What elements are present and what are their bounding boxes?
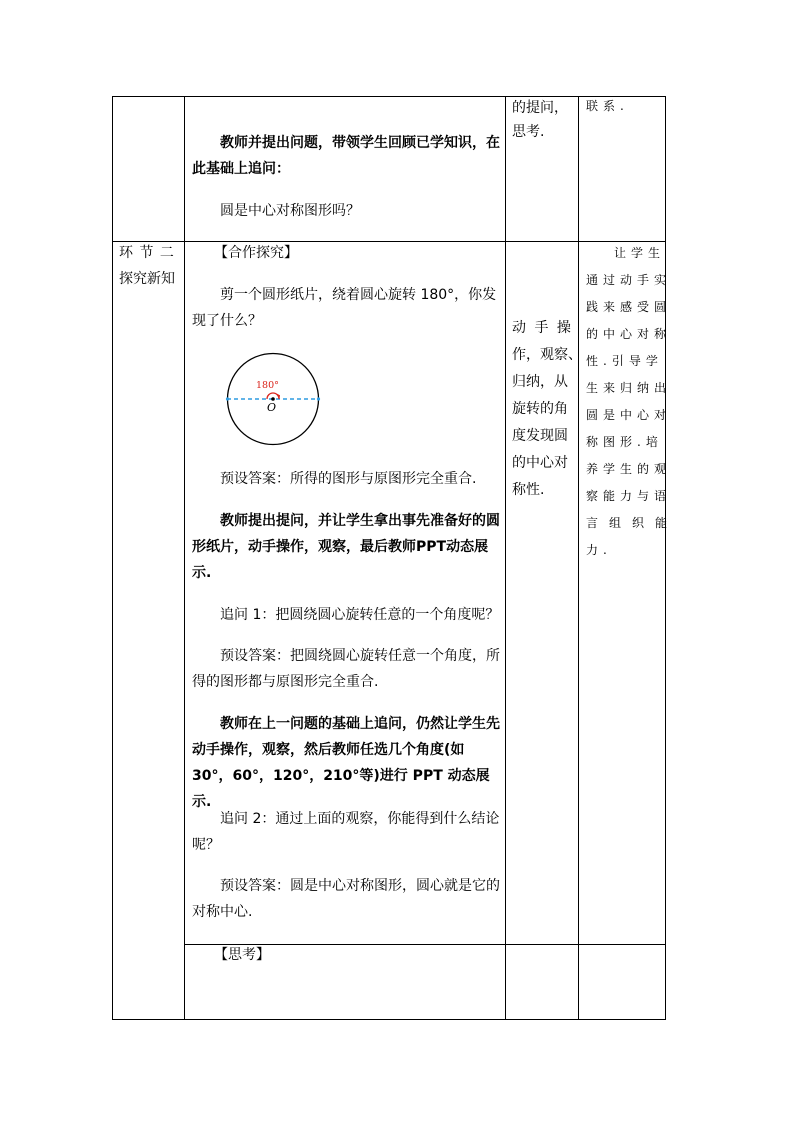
design-intent-line12: 力. <box>586 543 612 557</box>
table-border-left <box>112 96 113 1020</box>
section-label-line2: 探究新知 <box>119 271 175 287</box>
row-divider-1 <box>112 241 666 242</box>
left-endpoint <box>226 397 229 400</box>
student-activity-line1: 动 手 操 <box>512 320 573 336</box>
cooperative-inquiry-heading: 【合作探究】 <box>214 245 298 261</box>
follow-up-question-1: 追问 1：把圆绕圆心旋转任意的一个角度呢？ <box>220 607 500 623</box>
design-intent-line8: 称图形.培 <box>586 435 663 449</box>
reflection-heading: 【思考】 <box>214 947 270 963</box>
table-border-right <box>665 96 666 1020</box>
design-intent-line10: 察能力与语 <box>586 489 672 503</box>
row1-question: 圆是中心对称图形吗？ <box>220 203 360 219</box>
section-label-line1: 环 节 二 <box>119 245 175 261</box>
design-intent-line2: 通过动手实 <box>586 273 672 287</box>
design-intent-line3: 践来感受圆 <box>586 300 672 314</box>
circle-rotation-figure <box>220 348 330 452</box>
center-label: O <box>267 401 277 414</box>
student-activity-line7: 称性. <box>512 482 545 498</box>
right-endpoint <box>317 397 320 400</box>
table-border-top <box>112 96 666 97</box>
row1-teacher-question: 教师并提出问题，带领学生回顾已学知识，在此基础上追问： <box>192 135 500 177</box>
preset-answer-1: 预设答案：所得的图形与原图形完全重合. <box>220 471 477 487</box>
teacher-instruction-1: 教师提出提问，并让学生拿出事先准备好的圆形纸片，动手操作，观察，最后教师PPT动态展示. <box>192 513 500 581</box>
follow-up-question-2: 追问 2：通过上面的观察，你能得到什么结论呢？ <box>192 811 500 853</box>
preset-answer-2: 预设答案：把圆绕圆心旋转任意一个角度，所得的图形都与原图形完全重合. <box>192 648 500 690</box>
row1-student-activity-line2: 思考. <box>512 124 545 140</box>
student-activity-line5: 度发现圆 <box>512 428 568 444</box>
row1-student-activity-line1: 的提问， <box>512 100 568 116</box>
design-intent-line6: 生来归纳出 <box>586 381 672 395</box>
col-divider-1 <box>184 96 185 1020</box>
inquiry-question: 剪一个圆形纸片，绕着圆心旋转 180°，你发现了什么？ <box>192 287 497 329</box>
design-intent-line5: 性.引导学 <box>586 354 663 368</box>
table-border-bottom <box>112 1019 666 1020</box>
preset-answer-3: 预设答案：圆是中心对称图形，圆心就是它的对称中心. <box>192 878 500 920</box>
design-intent-line11: 言组织能 <box>586 516 679 530</box>
student-activity-line3: 归纳，从 <box>512 374 568 390</box>
angle-label: 180° <box>256 380 279 391</box>
design-intent-line9: 养学生的观 <box>586 462 672 476</box>
student-activity-line4: 旋转的角 <box>512 401 568 417</box>
col-divider-3 <box>578 96 579 1020</box>
row1-design-intent: 联系. <box>586 99 629 113</box>
design-intent-line7: 圆是中心对 <box>586 408 672 422</box>
design-intent-line1: 让学生 <box>614 246 666 260</box>
student-activity-line2: 作，观察、 <box>512 347 582 363</box>
design-intent-line4: 的中心对称 <box>586 327 672 341</box>
teacher-instruction-2: 教师在上一问题的基础上追问，仍然让学生先动手操作，观察，然后教师任选几个角度(如 30°，60°，120°，210°等)进行 PPT 动态展示. <box>192 716 500 810</box>
student-activity-line6: 的中心对 <box>512 455 568 471</box>
col-divider-2 <box>505 96 506 1020</box>
